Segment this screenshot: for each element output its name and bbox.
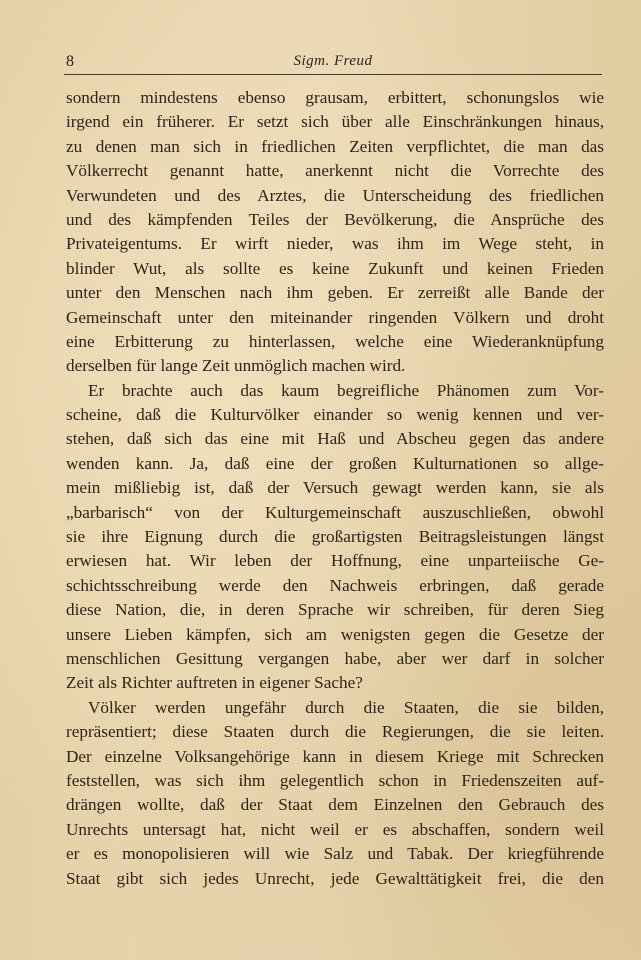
text-line: unter den Menschen nach ihm geben. Er zerreißt alle Bande der (66, 283, 604, 303)
running-head (64, 52, 602, 75)
text-line: eine Erbitterung zu hinterlassen, welche eine Wiederanknüpfung (66, 331, 604, 351)
body-text (66, 86, 604, 891)
text-line: sie ihre Eignung durch die großartigsten Beitragsleistungen längst (66, 527, 604, 547)
text-line: blinder Wut, als sollte es keine Zukunft und keinen Frieden (66, 258, 604, 278)
text-line: Unrechts untersagt hat, nicht weil er es abschaffen, sondern weil (66, 819, 604, 839)
text-line: Der einzelne Volksangehörige kann in diesem Kriege mit Schrecken (66, 746, 604, 766)
text-line: stehen, daß sich das eine mit Haß und Abscheu gegen das andere (66, 429, 604, 449)
text-line: „barbarisch“ von der Kulturgemeinschaft auszuschließen, obwohl (66, 502, 604, 522)
text-line: Verwundeten und des Arztes, die Unterscheidung des friedlichen (66, 185, 604, 205)
text-line: wenden kann. Ja, daß eine der großen Kulturnationen so allge- (66, 453, 604, 473)
page-number: 8 (66, 53, 74, 70)
text-line: schichtsschreibung werde den Nachweis erbringen, daß gerade (66, 575, 604, 595)
text-line: Völkerrecht genannt hatte, anerkennt nicht die Vorrechte des (66, 161, 604, 181)
text-line: unsere Lieben kämpfen, sich am wenigsten gegen die Gesetze der (66, 624, 604, 644)
paragraph (66, 696, 604, 891)
text-line: scheine, daß die Kulturvölker einander so wenig kennen und ver- (66, 405, 604, 425)
text-line: mein mißliebig ist, daß der Versuch gewagt werden kann, sie als (66, 478, 604, 498)
running-title: Sigm. Freud (293, 53, 373, 69)
text-line: er es monopolisieren will wie Salz und Tabak. Der kriegführende (66, 844, 604, 864)
text-line: repräsentiert; diese Staaten durch die Regierungen, die sie leiten. (66, 722, 604, 742)
paragraph (66, 379, 604, 696)
text-line: Gemeinschaft unter den miteinander ringenden Völkern und droht (66, 307, 604, 327)
text-line: Privateigentums. Er wirft nieder, was ihm im Wege steht, in (66, 234, 604, 254)
text-line: derselben für lange Zeit unmöglich machen wird. (66, 356, 406, 376)
text-line: Zeit als Richter auftreten in eigener Sache? (66, 673, 363, 693)
text-line: Völker werden ungefähr durch die Staaten, die sie bilden, (88, 697, 604, 717)
text-line: feststellen, was sich ihm gelegentlich schon in Friedenszeiten auf- (66, 770, 604, 790)
text-line: diese Nation, die, in deren Sprache wir schreiben, für deren Sieg (66, 600, 604, 620)
text-line: zu denen man sich in friedlichen Zeiten verpflichtet, die man das (66, 136, 604, 156)
text-line: erwiesen hat. Wir leben der Hoffnung, eine unparteiische Ge- (66, 551, 604, 571)
text-line: Staat gibt sich jedes Unrecht, jede Gewalttätigkeit frei, die den (66, 868, 604, 888)
paragraph (66, 86, 604, 379)
text-line: irgend ein früherer. Er setzt sich über alle Einschränkungen hinaus, (66, 112, 604, 132)
text-line: sondern mindestens ebenso grausam, erbittert, schonungslos wie (66, 88, 604, 107)
text-line: drängen wollte, daß der Staat dem Einzelnen den Gebrauch des (66, 795, 604, 815)
text-line: und des kämpfenden Teiles der Bevölkerung, die Ansprüche des (66, 209, 604, 229)
text-line: menschlichen Gesittung vergangen habe, aber wer darf in solcher (66, 648, 604, 668)
text-line: Er brachte auch das kaum begreifliche Phänomen zum Vor- (88, 380, 604, 400)
